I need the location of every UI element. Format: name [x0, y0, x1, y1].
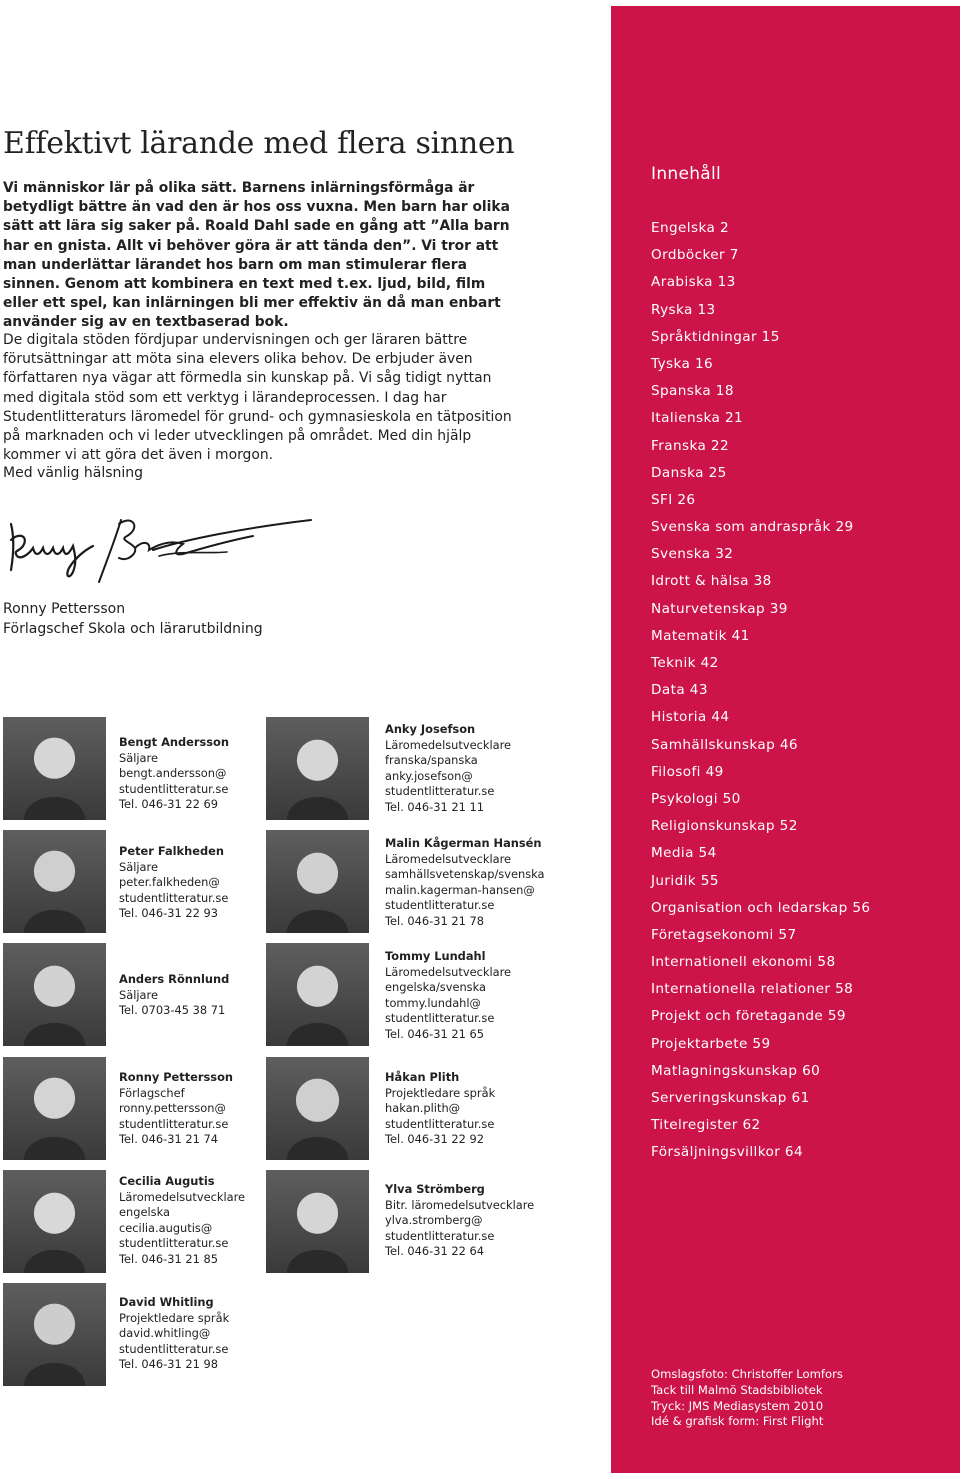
contact-email: anky.josefson@ — [385, 768, 473, 783]
contact-role: Läromedelsutvecklare — [119, 1189, 246, 1204]
contact-phone: Tel. 046-31 21 74 — [119, 1132, 219, 1147]
toc-item[interactable]: Ordböcker 7 — [651, 247, 739, 264]
signature-image — [3, 510, 313, 590]
toc-item[interactable]: Filosofi 49 — [651, 763, 724, 780]
credit-line: Idé & grafisk form: First Flight — [651, 1414, 824, 1429]
contact-name: Bengt Andersson — [119, 735, 229, 749]
contact-photo — [3, 943, 106, 1046]
toc-item[interactable]: Data 43 — [651, 682, 708, 699]
contact-name: Anders Rönnlund — [119, 972, 230, 986]
toc-item[interactable]: Svenska 32 — [651, 546, 734, 563]
contents-sidebar — [611, 6, 960, 1473]
contact-role: Projektledare språk — [119, 1310, 230, 1325]
contact-email-domain: studentlitteratur.se — [119, 1116, 229, 1131]
toc-item[interactable]: Spanska 18 — [651, 383, 734, 400]
contact-photo — [266, 943, 369, 1046]
toc-item[interactable]: Religionskunskap 52 — [651, 818, 798, 835]
contact-subject: engelska/svenska — [385, 980, 486, 995]
signer-block — [3, 599, 263, 639]
contact-email: hakan.plith@ — [385, 1101, 461, 1116]
contact-card — [385, 949, 555, 1043]
toc-item[interactable]: Försäljningsvillkor 64 — [651, 1144, 804, 1161]
contact-email: ylva.stromberg@ — [385, 1213, 483, 1228]
contact-phone: Tel. 046-31 21 65 — [385, 1026, 485, 1041]
toc-list — [651, 218, 870, 1170]
toc-item[interactable]: Internationella relationer 58 — [651, 981, 854, 998]
toc-item[interactable]: Matematik 41 — [651, 627, 750, 644]
contact-photo — [266, 1057, 369, 1160]
contact-email-domain: studentlitteratur.se — [385, 1228, 495, 1243]
contact-phone: Tel. 046-31 21 11 — [385, 799, 485, 814]
greeting: Med vänlig hälsning — [3, 465, 144, 481]
contact-email: malin.kagerman-hansen@ — [385, 882, 535, 897]
contact-card — [119, 1295, 264, 1373]
contact-email-domain: studentlitteratur.se — [385, 898, 495, 913]
contact-role: Läromedelsutvecklare — [385, 737, 512, 752]
contact-photo — [3, 1283, 106, 1386]
contact-photo — [266, 1170, 369, 1273]
contact-subject: samhällsvetenskap/svenska — [385, 867, 545, 882]
contact-card — [385, 722, 555, 816]
toc-item[interactable]: Titelregister 62 — [651, 1117, 761, 1134]
contact-email: david.whitling@ — [119, 1326, 211, 1341]
contact-card — [119, 972, 264, 1019]
page-title: Effektivt lärande med flera sinnen — [3, 126, 515, 161]
contact-role: Läromedelsutvecklare — [385, 851, 512, 866]
intro-paragraph: Vi människor lär på olika sätt. Barnens inlärningsförmåga är betydligt bättre än vad den är hos oss vuxna. Men barn har olika sätt att lära sig saker på. Roald Dahl sade en gång att ”Alla barn har en gnista. Allt vi behöver göra är att tända den”. Vi tror att man underlättar lärandet hos barn om man stimulerar flera sinnen. Genom att kombinera en text med t.ex. ljud, bild, film eller ett spel, kan inlärningen bli mer effektiv än då man enbart använder sig av en textbaserad bok. — [3, 180, 510, 331]
toc-item[interactable]: SFI 26 — [651, 491, 696, 508]
toc-item[interactable]: Engelska 2 — [651, 220, 729, 236]
toc-item[interactable]: Internationell ekonomi 58 — [651, 954, 836, 971]
contact-card — [385, 836, 555, 930]
toc-item[interactable]: Ryska 13 — [651, 301, 716, 318]
toc-item[interactable]: Organisation och ledarskap 56 — [651, 899, 871, 916]
contact-email-domain: studentlitteratur.se — [119, 890, 229, 905]
contact-email: peter.falkheden@ — [119, 875, 220, 890]
contact-phone: Tel. 046-31 21 85 — [119, 1251, 219, 1266]
body-paragraph: De digitala stöden fördjupar undervisningen och ger läraren bättre förutsättningar att möta sina elevers olika behov. De erbjuder även författaren nya vägar att förmedla sin kunskap på. Vi såg tidigt nyttan med digitala stöd som ett verktyg i lärandeprocessen. I dag har Studentlitteraturs läromedel för grund- och gymnasieskola en tätposition på marknaden och vi leder utvecklingen på området. Med din hjälp kommer vi att göra det även i morgon. — [3, 332, 512, 464]
credits — [651, 1367, 843, 1430]
toc-item[interactable]: Psykologi 50 — [651, 790, 741, 807]
contact-email: ronny.pettersson@ — [119, 1101, 226, 1116]
contact-email-domain: studentlitteratur.se — [385, 1116, 495, 1131]
toc-item[interactable]: Tyska 16 — [651, 355, 714, 372]
contact-card — [385, 1070, 555, 1148]
toc-item[interactable]: Historia 44 — [651, 709, 730, 726]
toc-item[interactable]: Italienska 21 — [651, 410, 744, 427]
toc-item[interactable]: Språktidningar 15 — [651, 328, 780, 345]
contact-role: Läromedelsutvecklare — [385, 964, 512, 979]
credit-line: Tack till Malmö Stadsbibliotek — [651, 1382, 823, 1397]
contact-email-domain: studentlitteratur.se — [385, 784, 495, 799]
contact-email: tommy.lundahl@ — [385, 995, 481, 1010]
contact-name: Ronny Pettersson — [119, 1070, 234, 1084]
contact-phone: Tel. 046-31 21 98 — [119, 1357, 219, 1372]
contact-name: Malin Kågerman Hansén — [385, 836, 542, 850]
contact-photo — [266, 830, 369, 933]
toc-item[interactable]: Samhällskunskap 46 — [651, 736, 798, 753]
contact-photo — [3, 830, 106, 933]
toc-item[interactable]: Projektarbete 59 — [651, 1035, 771, 1052]
toc-item[interactable]: Naturvetenskap 39 — [651, 600, 788, 617]
contact-email-domain: studentlitteratur.se — [119, 781, 229, 796]
contact-name: David Whitling — [119, 1295, 214, 1309]
contact-role: Säljare — [119, 987, 158, 1002]
toc-item[interactable]: Serveringskunskap 61 — [651, 1090, 810, 1106]
contact-email-domain: studentlitteratur.se — [119, 1341, 229, 1356]
toc-item[interactable]: Idrott & hälsa 38 — [651, 573, 772, 590]
contact-phone: Tel. 046-31 22 93 — [119, 906, 219, 921]
contact-name: Peter Falkheden — [119, 844, 224, 858]
contact-card — [119, 844, 264, 922]
contact-name: Ylva Strömberg — [385, 1182, 485, 1196]
signer-name: Ronny Pettersson — [3, 601, 126, 617]
toc-item[interactable]: Franska 22 — [651, 437, 730, 454]
toc-item[interactable]: Danska 25 — [651, 464, 727, 481]
contact-name: Anky Josefson — [385, 722, 476, 736]
contact-photo — [3, 1170, 106, 1273]
contact-photo — [3, 717, 106, 820]
contact-subject: engelska — [119, 1205, 170, 1220]
contact-role: Säljare — [119, 859, 158, 874]
contact-role: Bitr. läromedelsutvecklare — [385, 1197, 535, 1212]
credit-line: Tryck: JMS Mediasystem 2010 — [651, 1398, 824, 1413]
contact-subject: franska/spanska — [385, 753, 478, 768]
contact-phone: Tel. 046-31 22 64 — [385, 1244, 485, 1259]
toc-item[interactable]: Media 54 — [651, 845, 717, 862]
contact-email: bengt.andersson@ — [119, 766, 227, 781]
contact-email-domain: studentlitteratur.se — [385, 1011, 495, 1026]
contact-photo — [3, 1057, 106, 1160]
contact-name: Cecilia Augutis — [119, 1174, 215, 1188]
toc-item[interactable]: Projekt och företagande 59 — [651, 1008, 846, 1025]
contact-photo — [266, 717, 369, 820]
toc-item[interactable]: Matlagningskunskap 60 — [651, 1062, 821, 1079]
signer-role: Förlagschef Skola och lärarutbildning — [3, 621, 263, 637]
contact-card — [119, 1070, 264, 1148]
contact-phone: Tel. 046-31 22 92 — [385, 1132, 485, 1147]
contact-card — [385, 1182, 555, 1260]
credit-line: Omslagsfoto: Christoffer Lomfors — [651, 1367, 843, 1381]
contact-name: Tommy Lundahl — [385, 949, 486, 963]
toc-item[interactable]: Företagsekonomi 57 — [651, 926, 797, 943]
toc-item[interactable]: Arabiska 13 — [651, 274, 736, 291]
toc-item[interactable]: Svenska som andraspråk 29 — [651, 519, 854, 536]
contact-phone: Tel. 046-31 21 78 — [385, 913, 485, 928]
contact-role: Förlagschef — [119, 1085, 185, 1100]
contact-phone: Tel. 0703-45 38 71 — [119, 1003, 226, 1018]
contact-name: Håkan Plith — [385, 1070, 460, 1084]
contact-email-domain: studentlitteratur.se — [119, 1236, 229, 1251]
toc-heading: Innehåll — [651, 164, 722, 184]
contact-card — [119, 735, 264, 813]
contact-role: Säljare — [119, 750, 158, 765]
contact-email: cecilia.augutis@ — [119, 1220, 213, 1235]
contact-role: Projektledare språk — [385, 1085, 496, 1100]
contact-card — [119, 1174, 264, 1268]
contact-phone: Tel. 046-31 22 69 — [119, 797, 219, 812]
toc-item[interactable]: Teknik 42 — [651, 655, 719, 671]
toc-item[interactable]: Juridik 55 — [651, 872, 719, 889]
